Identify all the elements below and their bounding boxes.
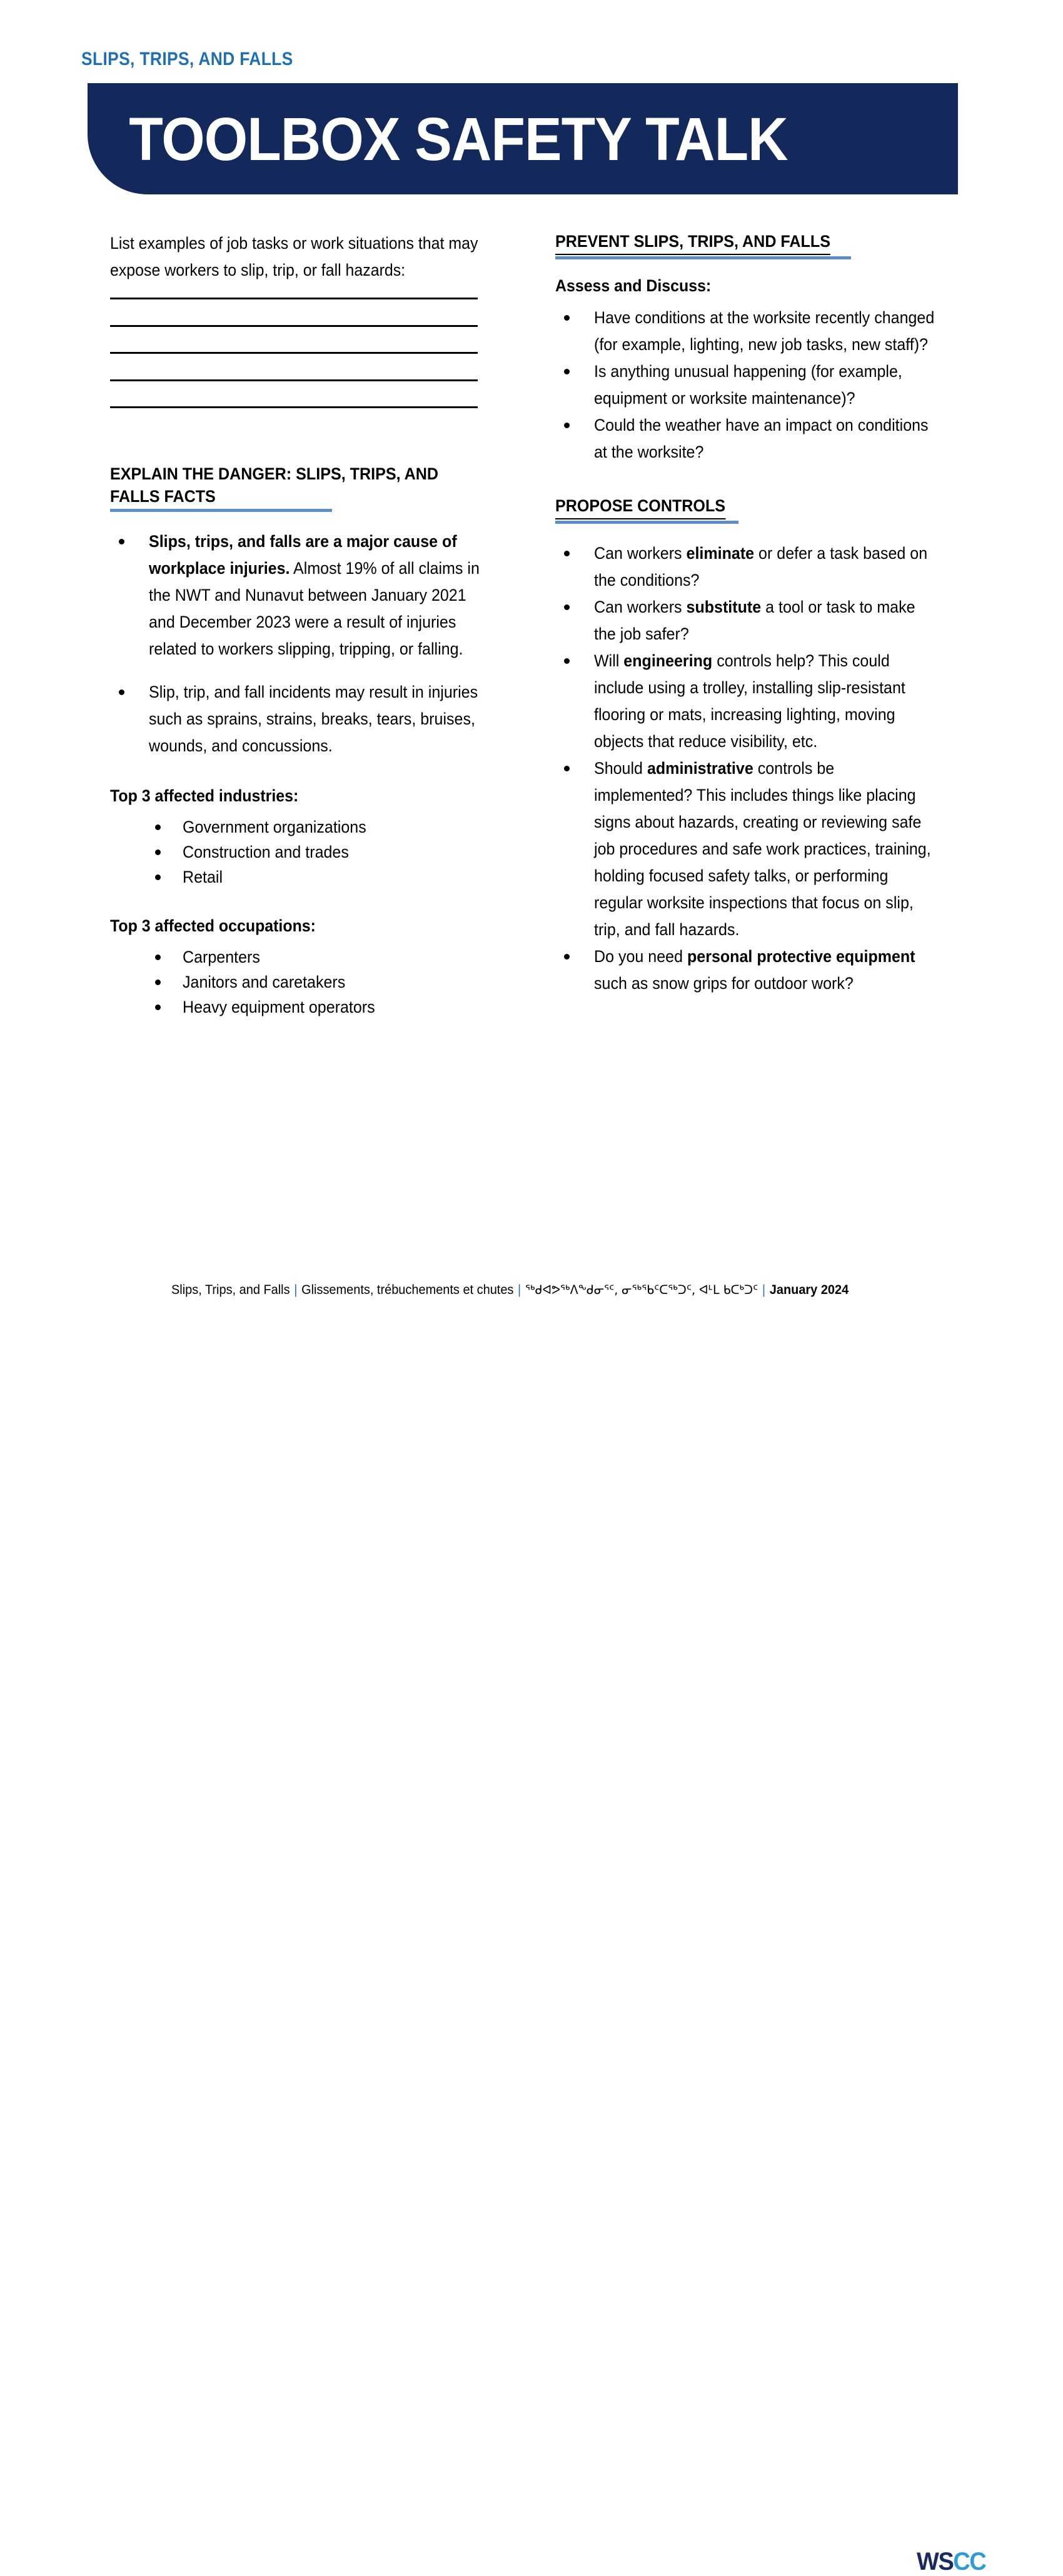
list-item [555, 304, 937, 358]
bullet-icon [119, 539, 124, 544]
propose-bullet [594, 755, 937, 943]
bullet-icon [564, 658, 570, 664]
industries-heading: Top 3 affected industries: [110, 786, 299, 805]
propose-controls-heading [555, 494, 738, 524]
propose-bullet [594, 540, 937, 594]
write-in-line[interactable] [110, 379, 478, 381]
write-in-line[interactable] [110, 352, 478, 354]
logo-part-cc: CC [953, 2548, 986, 2575]
bullet-icon [155, 980, 161, 985]
bullet-icon [155, 1005, 161, 1010]
page-kicker: SLIPS, TRIPS, AND FALLS [81, 49, 293, 69]
footer-title-fr: Glissements, trébuchements et chutes [301, 1283, 514, 1297]
bullet-post: controls be implemented? This includes things like placing signs about hazards, creating or reviewing safe job procedures and safe work practices, training, holding focused safety talks, or performing regular worksite inspections that focus on slip, trip, and fall hazards. [594, 759, 931, 939]
occupation-item: Heavy equipment operators [183, 997, 375, 1016]
list-item [555, 358, 937, 412]
bullet-bold: administrative [647, 759, 753, 778]
bullet-icon [155, 875, 161, 880]
occupations-list [110, 945, 485, 1020]
heading-accent-bar [110, 509, 332, 512]
write-in-line[interactable] [110, 406, 478, 408]
explain-danger-heading [110, 463, 485, 512]
footer-separator: | [762, 1283, 766, 1297]
bullet-icon [564, 604, 570, 610]
page-footer [0, 1276, 1063, 2575]
heading-accent-bar [555, 256, 851, 259]
list-item [110, 865, 485, 890]
industries-list [110, 814, 485, 890]
footer-date: January 2024 [769, 1283, 849, 1297]
danger-facts-list [110, 528, 485, 759]
fact-rest-1: Almost 19% of all claims in the NWT and Nunavut between January 2021 and December 2023 were a result of injuries related to workers slipping, tripping, or falling. [149, 558, 480, 658]
industry-item: Construction and trades [183, 842, 349, 861]
occupation-item: Janitors and caretakers [183, 972, 346, 991]
footer-separator: | [294, 1283, 298, 1297]
list-item [555, 540, 937, 594]
assess-bullets-list [555, 304, 937, 466]
fact-text-1 [149, 528, 485, 663]
assess-bullet: Is anything unusual happening (for example, equipment or worksite maintenance)? [594, 362, 902, 408]
list-item [555, 648, 937, 755]
bullet-pre: Can workers [594, 598, 687, 616]
title-banner [88, 83, 958, 194]
list-spacer [110, 663, 485, 679]
assess-bullet: Could the weather have an impact on conditions at the worksite? [594, 416, 929, 461]
write-in-lines[interactable] [110, 298, 485, 408]
fact-text-2: Slip, trip, and fall incidents may result in injuries such as sprains, strains, breaks, tears, bruises, wounds, and concussions. [149, 682, 478, 755]
heading-accent-bar [555, 521, 738, 524]
list-item [110, 995, 485, 1020]
bullet-icon [155, 955, 161, 960]
bullet-icon [119, 689, 124, 695]
list-item [110, 839, 485, 865]
bullet-bold: engineering [623, 651, 713, 670]
bullet-pre: Can workers [594, 544, 687, 563]
bullet-bold: eliminate [686, 544, 755, 563]
list-item [110, 970, 485, 995]
list-item [110, 528, 485, 663]
bullet-post: or defer a task based on the conditions? [594, 544, 928, 589]
left-column [110, 230, 485, 1020]
bullet-icon [564, 766, 570, 771]
fact-bold-lead-1: Slips, trips, and falls are a major cause of workplace injuries. [149, 531, 457, 578]
footer-text [171, 1280, 849, 1300]
bullet-icon [564, 369, 570, 374]
bullet-post: a tool or task to make the job safer? [594, 598, 915, 643]
footer-separator: | [518, 1283, 521, 1297]
propose-bullets-list [555, 540, 937, 997]
list-item [555, 755, 937, 943]
footer-title-iu: ᖅᑯᐊᕗᖅᐱᖕᑯᓂᕐᑦ, ᓂᖅᖃᑦᑕᖅᑐᑦ, ᐊᒻᒪ ᑲᑕᒃᑐᑦ [525, 1282, 758, 1297]
right-column [555, 230, 937, 997]
list-item [555, 412, 937, 466]
bullet-icon [564, 954, 570, 960]
propose-bullet [594, 594, 937, 648]
list-item [555, 943, 937, 997]
bullet-pre: Should [594, 759, 647, 778]
write-in-line[interactable] [110, 325, 478, 327]
list-item [555, 594, 937, 648]
prevent-heading-text: PREVENT SLIPS, TRIPS, AND FALLS [555, 230, 830, 255]
bullet-bold: personal protective equipment [687, 947, 915, 966]
bullet-bold: substitute [686, 598, 762, 616]
wscc-logo [917, 2548, 985, 2576]
occupation-item: Carpenters [183, 947, 260, 966]
propose-controls-heading-text: PROPOSE CONTROLS [555, 494, 725, 519]
write-in-line[interactable] [110, 298, 478, 299]
industry-item: Government organizations [183, 817, 366, 836]
bullet-pre: Will [594, 651, 624, 670]
bullet-icon [564, 315, 570, 321]
bullet-icon [564, 551, 570, 556]
industry-item: Retail [183, 867, 223, 886]
occupations-heading: Top 3 affected occupations: [110, 916, 316, 935]
page-title: TOOLBOX SAFETY TALK [129, 104, 788, 173]
bullet-post: controls help? This could include using a trolley, installing slip-resistant flooring or mats, increasing lighting, moving objects that reduce visibility, etc. [594, 651, 905, 751]
logo-part-ws: WS [917, 2548, 954, 2575]
assess-bullet: Have conditions at the worksite recently changed (for example, lighting, new job tasks, new staff)? [594, 308, 935, 354]
bullet-pre: Do you need [594, 947, 687, 966]
list-item [110, 679, 485, 759]
list-item [110, 945, 485, 970]
intro-paragraph: List examples of job tasks or work situations that may expose workers to slip, trip, or fall hazards: [110, 234, 478, 279]
prevent-heading [555, 230, 851, 259]
explain-danger-heading-text: EXPLAIN THE DANGER: SLIPS, TRIPS, AND FALLS FACTS [110, 464, 439, 506]
footer-title-en: Slips, Trips, and Falls [171, 1283, 290, 1297]
assess-heading: Assess and Discuss: [555, 276, 712, 295]
list-item [110, 814, 485, 839]
propose-bullet [594, 648, 937, 755]
bullet-icon [155, 849, 161, 855]
propose-bullet [594, 943, 937, 997]
bullet-icon [155, 824, 161, 830]
bullet-icon [564, 423, 570, 428]
bullet-post: such as snow grips for outdoor work? [594, 974, 854, 993]
